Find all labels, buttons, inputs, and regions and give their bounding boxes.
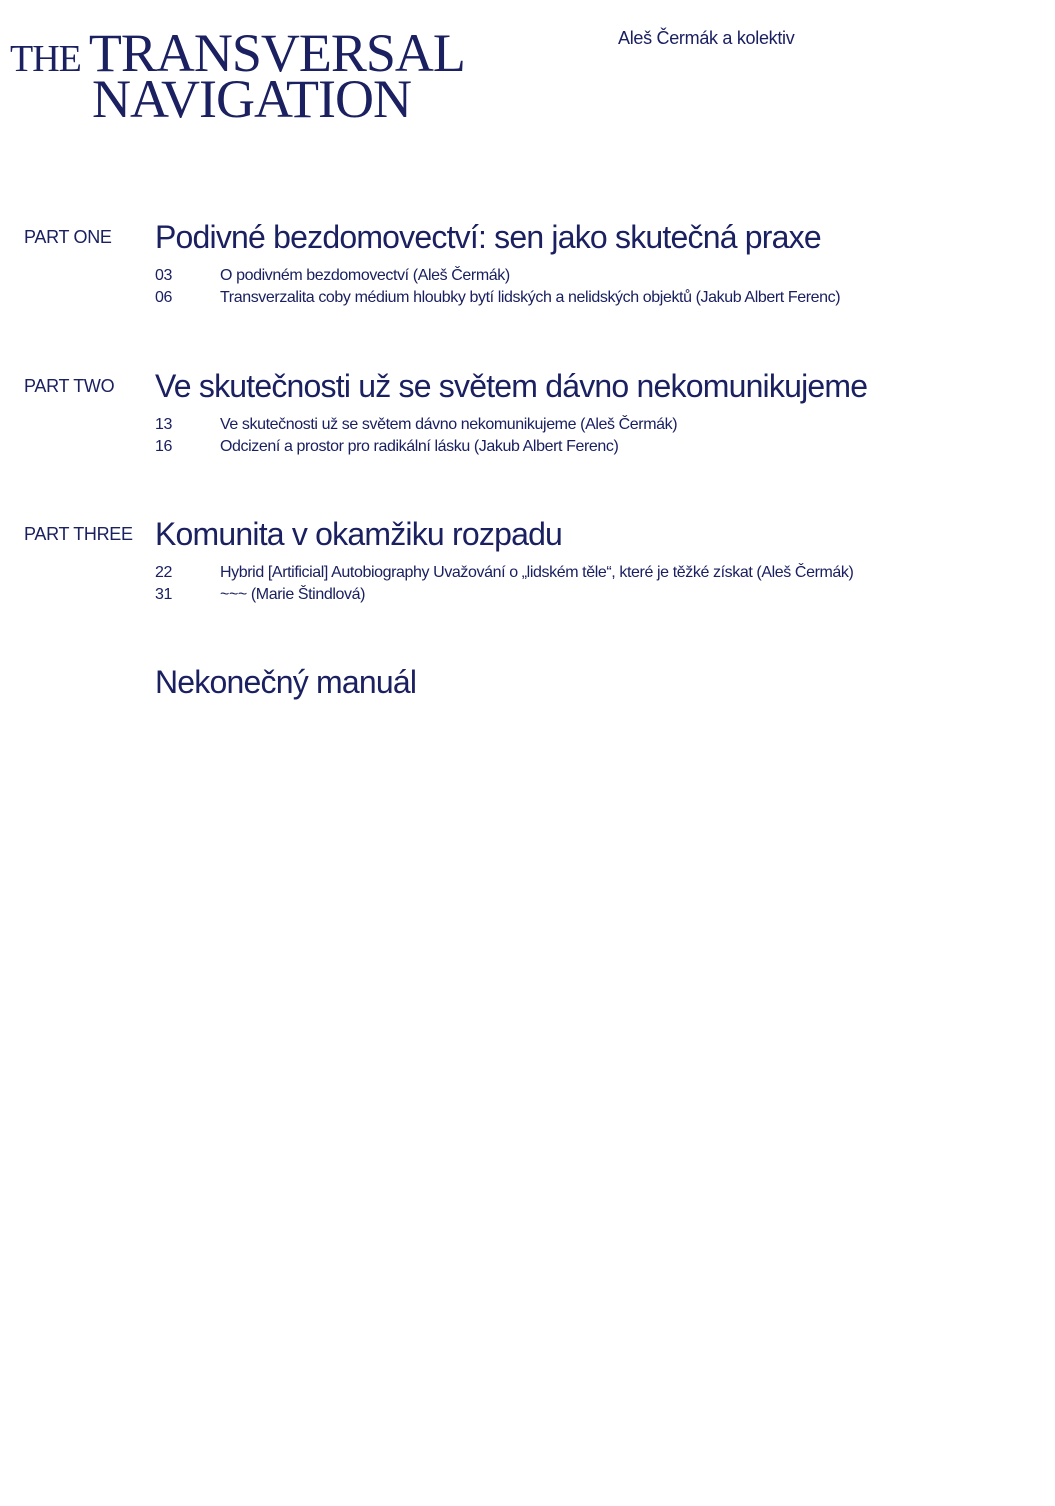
toc-entry[interactable] xyxy=(155,562,1045,584)
entry-title: Transverzalita coby médium hloubky bytí lidských a nelidských objektů (Jakub Albert Ferenc) xyxy=(220,289,841,306)
toc-entry[interactable] xyxy=(155,265,1045,287)
toc-entries xyxy=(155,414,1045,458)
part-title: Komunita v okamžiku rozpadu xyxy=(155,516,563,552)
page-number: 16 xyxy=(155,438,172,455)
toc-entry[interactable] xyxy=(155,436,1045,458)
toc-entries xyxy=(155,265,1045,309)
entry-title: O podivném bezdomovectví (Aleš Čermák) xyxy=(220,267,510,284)
logo-navigation: NAVIGATION xyxy=(92,69,411,129)
part-label: PART TWO xyxy=(24,376,115,396)
part-label: PART THREE xyxy=(24,524,133,544)
toc-entry[interactable] xyxy=(155,414,1045,436)
part-title: Podivné bezdomovectví: sen jako skutečná praxe xyxy=(155,219,821,255)
entry-title: Hybrid [Artificial] Autobiography Uvažování o „lidském těle“, které je těžké získat (Aleš Čermák) xyxy=(220,564,854,581)
toc-entries xyxy=(155,562,1045,606)
page-number: 31 xyxy=(155,586,172,603)
part-label: PART ONE xyxy=(24,227,112,247)
page-number: 13 xyxy=(155,416,172,433)
page-number: 06 xyxy=(155,289,172,306)
entry-title: Odcizení a prostor pro radikální lásku (Jakub Albert Ferenc) xyxy=(220,438,619,455)
part-title: Nekonečný manuál xyxy=(155,664,417,700)
book-title-logo xyxy=(10,23,465,129)
page-number: 03 xyxy=(155,267,172,284)
author-credit: Aleš Čermák a kolektiv xyxy=(618,28,795,48)
toc-entry[interactable] xyxy=(155,287,1045,309)
toc-entry[interactable] xyxy=(155,584,1045,606)
part-title: Ve skutečnosti už se světem dávno nekomunikujeme xyxy=(155,368,868,404)
page-number: 22 xyxy=(155,564,172,581)
logo-transversal: TRANSVERSAL xyxy=(88,23,465,83)
entry-title: Ve skutečnosti už se světem dávno nekomunikujeme (Aleš Čermák) xyxy=(220,416,678,433)
logo-the: THE xyxy=(10,38,81,80)
entry-title: ~~~ (Marie Štindlová) xyxy=(220,586,366,603)
